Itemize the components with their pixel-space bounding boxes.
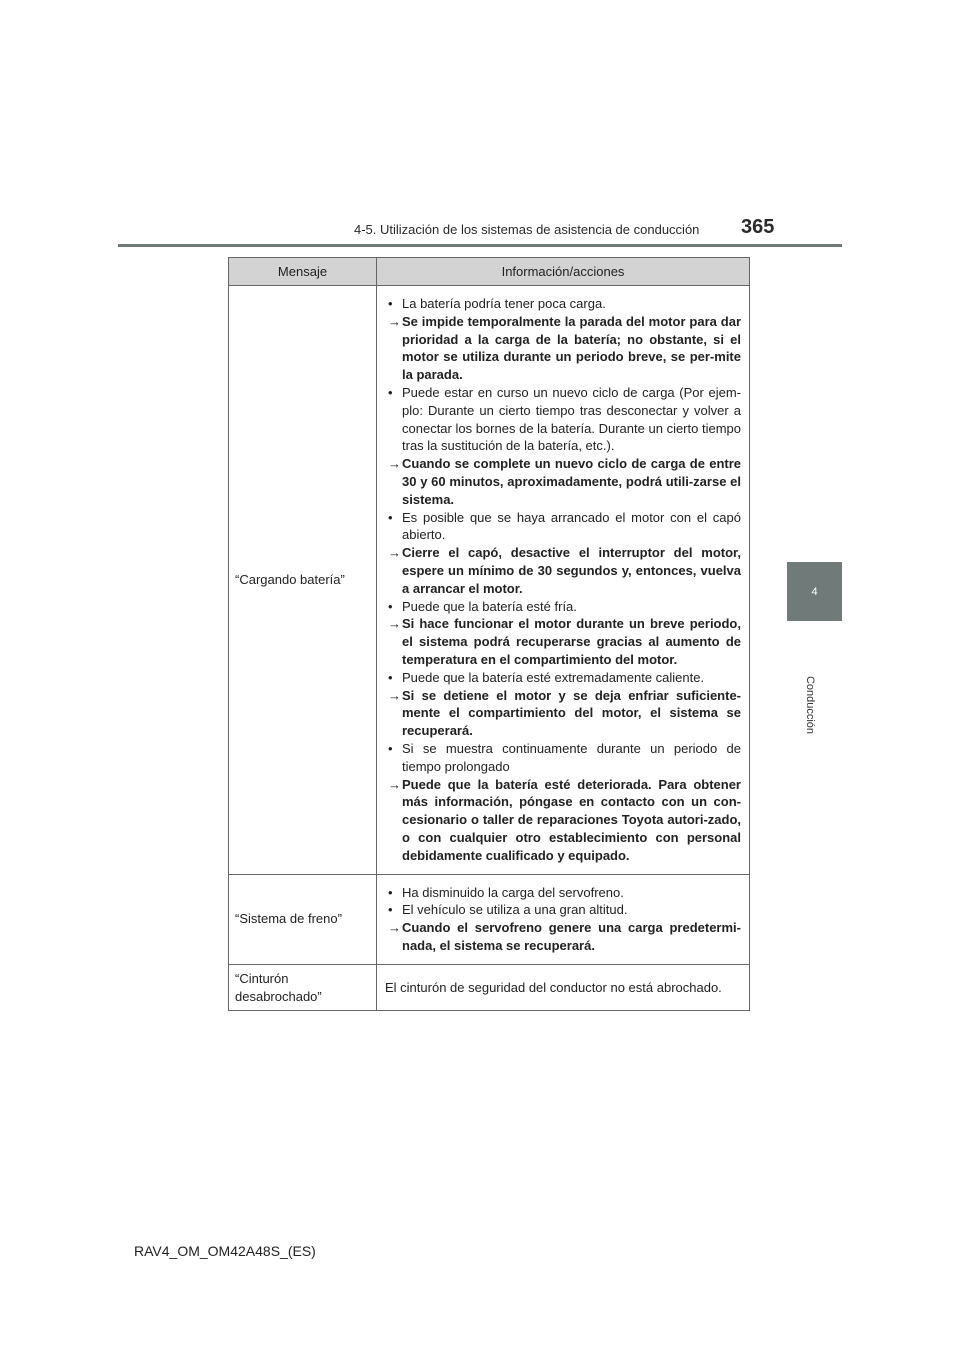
- chapter-label: [803, 660, 817, 750]
- table-row: [229, 964, 750, 1011]
- info-cell: El cinturón de seguridad del conductor no está abrochado.: [377, 964, 750, 1011]
- bullet-icon: •: [388, 384, 393, 400]
- info-bullet: • Puede que la batería esté extremadamente caliente.: [388, 669, 705, 685]
- column-header-info: Información/acciones: [377, 258, 750, 286]
- arrow-right-icon: →: [388, 776, 401, 792]
- bullet-icon: •: [388, 509, 393, 525]
- arrow-right-icon: →: [388, 616, 401, 632]
- bullet-icon: •: [388, 296, 393, 311]
- info-action: → Si hace funcionar el motor durante un breve periodo, el sistema podrá recuperarse gracias al aumento de temperatura en el compartimiento del motor.: [388, 616, 741, 667]
- info-action: → Puede que la batería esté deteriorada. Para obtener más información, póngase en contacto con un con-cesionario o taller de reparaciones Toyota autori-zado, o con cualquier otro establecimiento con personal debidamente cualificado y equipado.: [388, 776, 741, 863]
- arrow-right-icon: →: [388, 313, 401, 329]
- arrow-right-icon: →: [388, 920, 401, 936]
- info-bullet: • Es posible que se haya arrancado el motor con el capó abierto.: [388, 509, 741, 543]
- info-bullet: • Ha disminuido la carga del servofreno.: [388, 884, 624, 900]
- document-code: RAV4_OM_OM42A48S_(ES): [134, 1243, 316, 1259]
- message-table: [228, 257, 750, 1011]
- info-bullet: • La batería podría tener poca carga.: [388, 296, 606, 311]
- info-bullet: • Si se muestra continuamente durante un periodo de tiempo prolongado: [388, 740, 741, 774]
- message-cell: “Cargando batería”: [229, 286, 377, 875]
- info-action: → Se impide temporalmente la parada del motor para dar prioridad a la carga de la batería; no obstante, si el motor se utiliza durante un periodo breve, se per-mite la parada.: [388, 313, 741, 383]
- column-header-message: Mensaje: [229, 258, 377, 286]
- info-bullet: • Puede que la batería esté fría.: [388, 598, 577, 614]
- bullet-icon: •: [388, 902, 393, 918]
- arrow-right-icon: →: [388, 456, 401, 472]
- bullet-icon: •: [388, 740, 393, 756]
- info-action: → Cuando el servofreno genere una carga predetermi-nada, el sistema se recuperará.: [388, 920, 741, 953]
- arrow-right-icon: →: [388, 687, 401, 703]
- message-cell: “Cinturón desabrochado”: [229, 964, 377, 1011]
- table-row: [229, 874, 750, 964]
- table-row: [229, 286, 750, 875]
- section-title: 4-5. Utilización de los sistemas de asistencia de conducción: [354, 222, 700, 237]
- bullet-icon: •: [388, 669, 393, 685]
- chapter-tab[interactable]: [787, 562, 842, 621]
- bullet-icon: •: [388, 884, 393, 900]
- info-action: → Si se detiene el motor y se deja enfriar suficiente-mente el compartimiento del motor, el sistema se recuperará.: [388, 687, 741, 739]
- header-divider: [118, 244, 842, 247]
- arrow-right-icon: →: [388, 545, 401, 561]
- chapter-name: Conducción: [804, 675, 816, 735]
- info-action: → Cierre el capó, desactive el interruptor del motor, espere un mínimo de 30 segundos y, entonces, vuelva a arrancar el motor.: [388, 545, 741, 596]
- info-cell: [377, 286, 750, 875]
- page-number: 365: [741, 216, 775, 238]
- bullet-icon: •: [388, 598, 393, 614]
- message-cell: “Sistema de freno”: [229, 874, 377, 964]
- chapter-number: 4: [811, 585, 818, 598]
- info-bullet: • El vehículo se utiliza a una gran altitud.: [388, 902, 628, 918]
- table-header-row: [229, 258, 750, 286]
- info-bullet: • Puede estar en curso un nuevo ciclo de carga (Por ejem-plo: Durante un cierto tiempo tras desconectar y volver a conectar los bornes de la batería. Durante un cierto tiempo tras la sustitución de la batería, etc.).: [388, 384, 741, 454]
- info-cell: [377, 874, 750, 964]
- info-action: → Cuando se complete un nuevo ciclo de carga de entre 30 y 60 minutos, aproximadamente, podrá utili-zarse el sistema.: [388, 456, 741, 507]
